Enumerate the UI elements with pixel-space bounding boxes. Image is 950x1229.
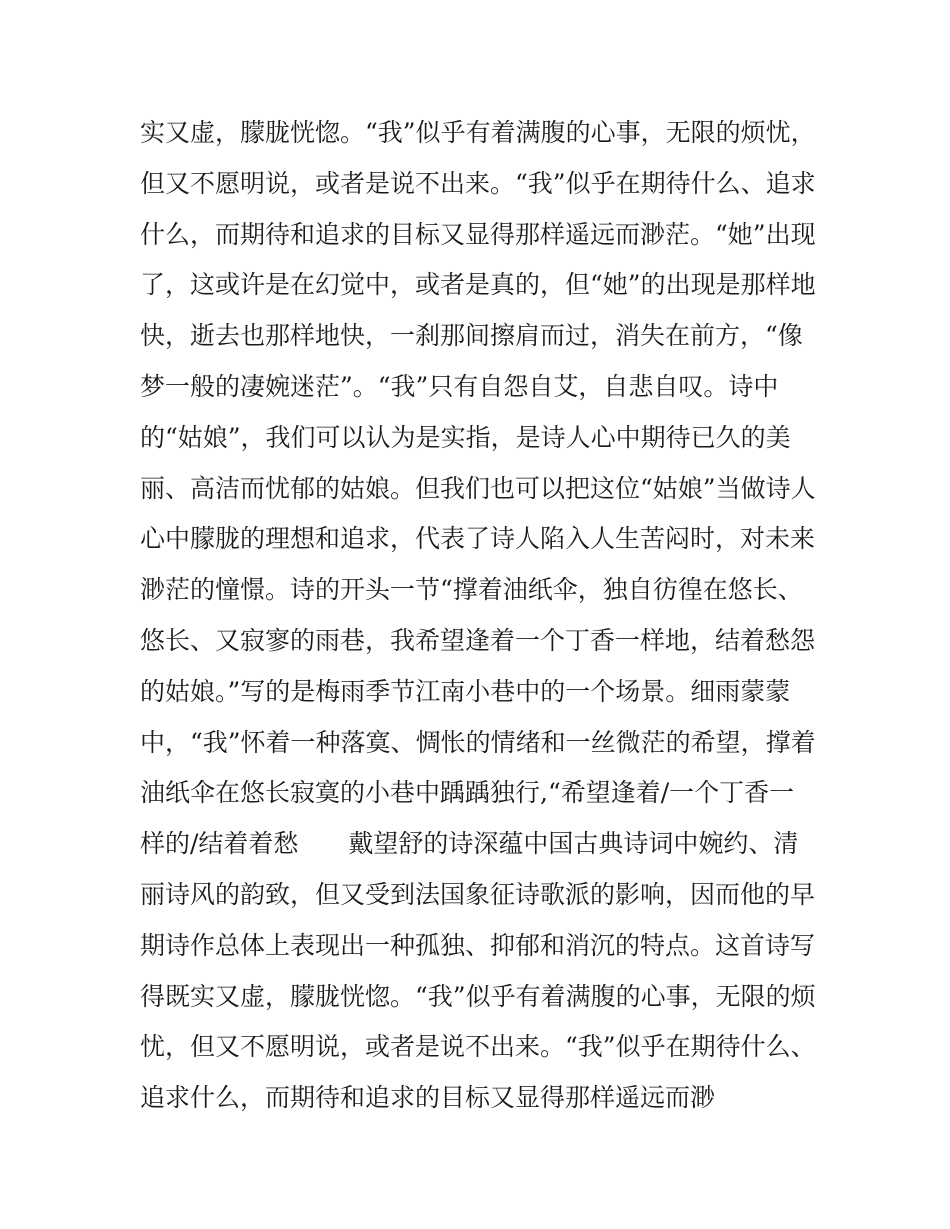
text-line: 追求什么，而期待和追求的目标又显得那样遥远而渺 — [140, 1083, 716, 1113]
text-line: 渺茫的憧憬。诗的开头一节“撑着油纸伞，独自彷徨在悠长、 — [140, 575, 803, 605]
text-line: 梦一般的凄婉迷茫”。“我”只有自怨自艾，自悲自叹。诗中 — [140, 371, 779, 401]
text-line: 实又虚，朦胧恍惚。“我”似乎有着满腹的心事，无限的烦忧， — [140, 118, 816, 147]
text-line: 的姑娘。”写的是梅雨季节江南小巷中的一个场景。细雨蒙蒙 — [140, 676, 791, 706]
text-line: 丽诗风的韵致，但又受到法国象征诗歌派的影响，因而他的早 — [140, 879, 816, 909]
text-line: 了，这或许是在幻觉中，或者是真的，但“她”的出现是那样地 — [140, 270, 816, 300]
text-line: 心中朦胧的理想和追求，代表了诗人陷入人生苦闷时，对未来 — [140, 524, 816, 554]
text-line: 油纸伞在悠长寂寞的小巷中踽踽独行,“希望逢着/一个丁香一 — [140, 778, 795, 808]
text-line: 期诗作总体上表现出一种孤独、抑郁和消沉的特点。这首诗写 — [140, 930, 816, 960]
text-line: 悠长、又寂寥的雨巷，我希望逢着一个丁香一样地，结着愁怨 — [140, 625, 816, 655]
text-line: 丽、高洁而忧郁的姑娘。但我们也可以把这位“姑娘”当做诗人 — [140, 473, 816, 503]
text-line: 但又不愿明说，或者是说不出来。“我”似乎在期待什么、追求 — [140, 168, 816, 198]
text-line: 中，“我”怀着一种落寞、惆怅的情绪和一丝微茫的希望，撑着 — [140, 727, 816, 757]
text-line: 忧，但又不愿明说，或者是说不出来。“我”似乎在期待什么、 — [140, 1032, 816, 1062]
text-line: 样的/结着着愁 戴望舒的诗深蕴中国古典诗词中婉约、清 — [140, 829, 799, 859]
body-text — [140, 108, 820, 1124]
text-line: 得既实又虚，朦胧恍惚。“我”似乎有着满腹的心事，无限的烦 — [140, 981, 816, 1011]
text-line: 什么，而期待和追求的目标又显得那样遥远而渺茫。“她”出现 — [140, 219, 816, 249]
text-line: 快，逝去也那样地快，一刹那间擦肩而过，消失在前方，“像 — [140, 321, 803, 351]
text-line: 的“姑娘”，我们可以认为是实指，是诗人心中期待已久的美 — [140, 422, 791, 452]
